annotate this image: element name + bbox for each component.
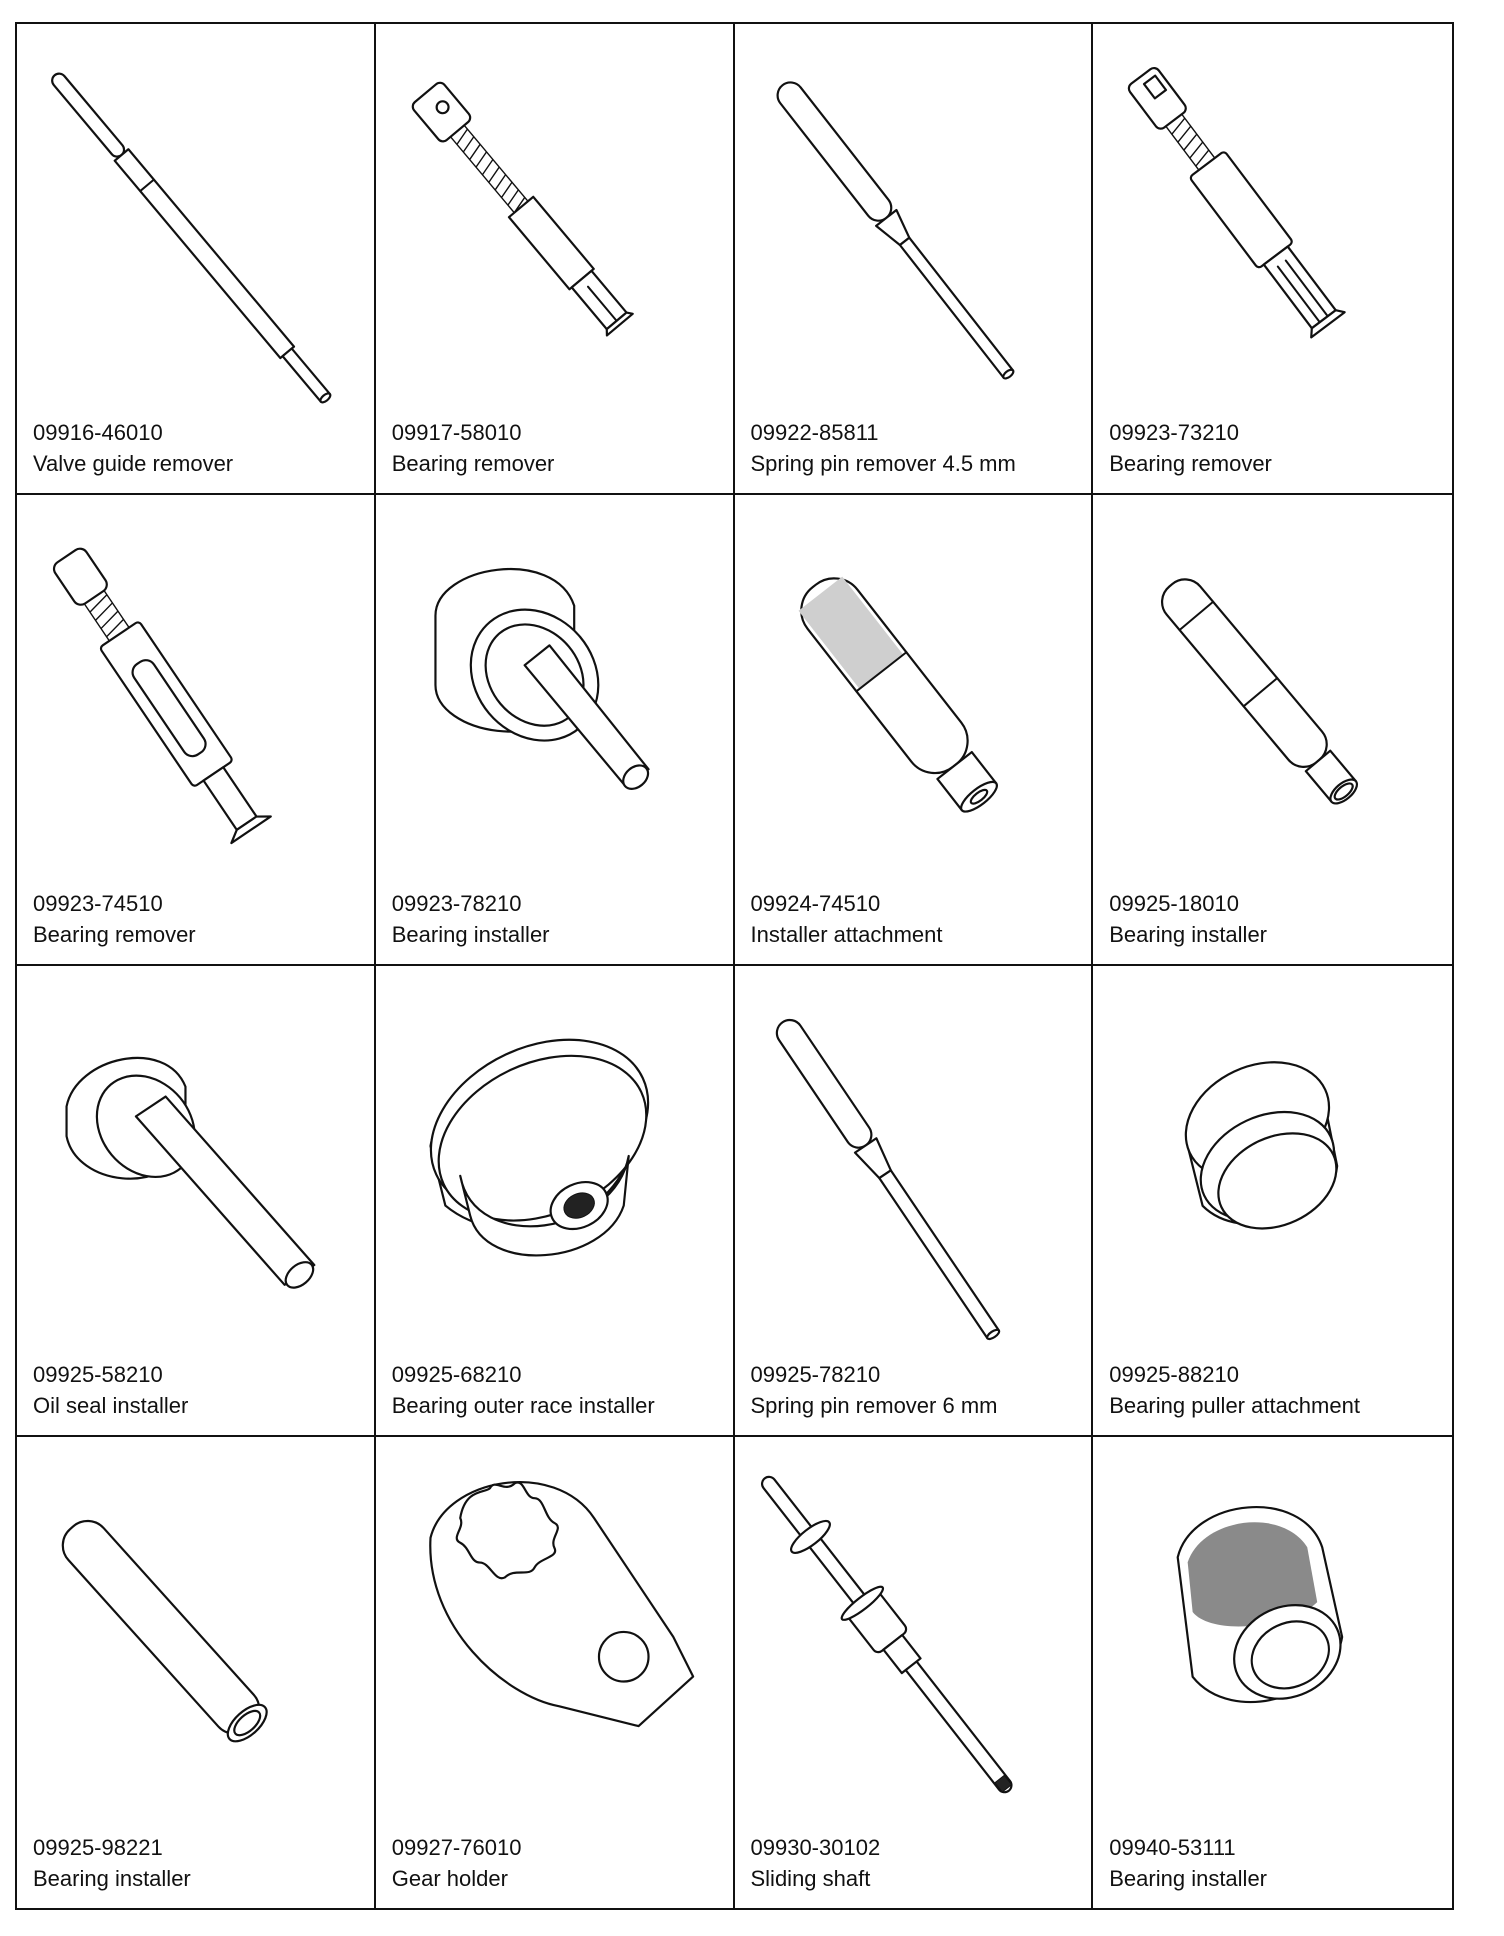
- bearing-installer-icon: [1093, 495, 1452, 875]
- bearing-puller-attachment-icon: [1093, 966, 1452, 1346]
- tool-part-number: 09922-85811: [750, 420, 879, 445]
- tool-name: Bearing installer: [1109, 1866, 1267, 1891]
- tool-cell: [735, 495, 1094, 966]
- tool-part-number: 09927-76010: [391, 1835, 522, 1860]
- bearing-installer-icon: [1093, 1437, 1452, 1817]
- bearing-installer-icon: [376, 495, 733, 875]
- tool-part-number: 09940-53111: [1109, 1835, 1236, 1860]
- tool-name: Bearing puller attachment: [1109, 1393, 1360, 1418]
- tool-part-number: 09925-88210: [1109, 1362, 1239, 1387]
- tool-cell: [376, 495, 735, 966]
- tool-part-number: 09916-46010: [33, 420, 163, 445]
- bearing-outer-race-installer-icon: [376, 966, 733, 1346]
- tool-part-number: 09923-74510: [33, 891, 163, 916]
- tool-cell: [1093, 966, 1452, 1437]
- sliding-shaft-icon: [735, 1437, 1092, 1817]
- tool-part-number: 09925-98221: [33, 1835, 163, 1860]
- tool-cell: [1093, 24, 1452, 495]
- tool-cell: [17, 1437, 376, 1908]
- installer-attachment-icon: [735, 495, 1092, 875]
- tool-name: Bearing installer: [33, 1866, 191, 1891]
- tool-cell: [376, 24, 735, 495]
- tool-name: Bearing remover: [391, 451, 555, 476]
- tool-part-number: 09917-58010: [391, 420, 522, 445]
- tool-name: Bearing remover: [1109, 451, 1272, 476]
- tool-name: Gear holder: [391, 1866, 508, 1891]
- tool-cell: [1093, 495, 1452, 966]
- tool-cell: [376, 966, 735, 1437]
- tool-name: Bearing remover: [33, 922, 196, 947]
- bearing-remover-icon: [376, 24, 733, 404]
- tool-cell: [735, 1437, 1094, 1908]
- tool-cell: [17, 495, 376, 966]
- tool-name: Spring pin remover 4.5 mm: [750, 451, 1016, 476]
- tool-name: Bearing installer: [391, 922, 550, 947]
- tool-part-number: 09930-30102: [750, 1835, 881, 1860]
- tool-part-number: 09924-74510: [750, 891, 881, 916]
- bearing-remover-icon: [17, 495, 374, 875]
- tool-name: Bearing outer race installer: [391, 1393, 655, 1418]
- tool-part-number: 09925-78210: [750, 1362, 881, 1387]
- tool-part-number: 09923-78210: [391, 891, 522, 916]
- tool-part-number: 09925-68210: [391, 1362, 522, 1387]
- tool-name: Valve guide remover: [33, 451, 234, 476]
- tool-part-number: 09925-18010: [1109, 891, 1239, 916]
- tool-cell: [376, 1437, 735, 1908]
- tool-name: Sliding shaft: [750, 1866, 871, 1891]
- tool-name: Spring pin remover 6 mm: [750, 1393, 998, 1418]
- tool-part-number: 09923-73210: [1109, 420, 1239, 445]
- tool-name: Oil seal installer: [33, 1393, 189, 1418]
- special-tools-grid: [15, 22, 1454, 1910]
- tool-cell: [735, 966, 1094, 1437]
- oil-seal-installer-icon: [17, 966, 374, 1346]
- tool-name: Installer attachment: [750, 922, 943, 947]
- bearing-remover-icon: [1093, 24, 1452, 404]
- tool-cell: [735, 24, 1094, 495]
- tool-cell: [17, 24, 376, 495]
- valve-guide-remover-icon: [17, 24, 374, 404]
- tool-cell: [1093, 1437, 1452, 1908]
- bearing-installer-icon: [17, 1437, 374, 1817]
- tool-name: Bearing installer: [1109, 922, 1267, 947]
- spring-pin-remover-icon: [735, 24, 1092, 404]
- spring-pin-remover-icon: [735, 966, 1092, 1346]
- tool-cell: [17, 966, 376, 1437]
- tool-part-number: 09925-58210: [33, 1362, 163, 1387]
- gear-holder-icon: [376, 1437, 733, 1817]
